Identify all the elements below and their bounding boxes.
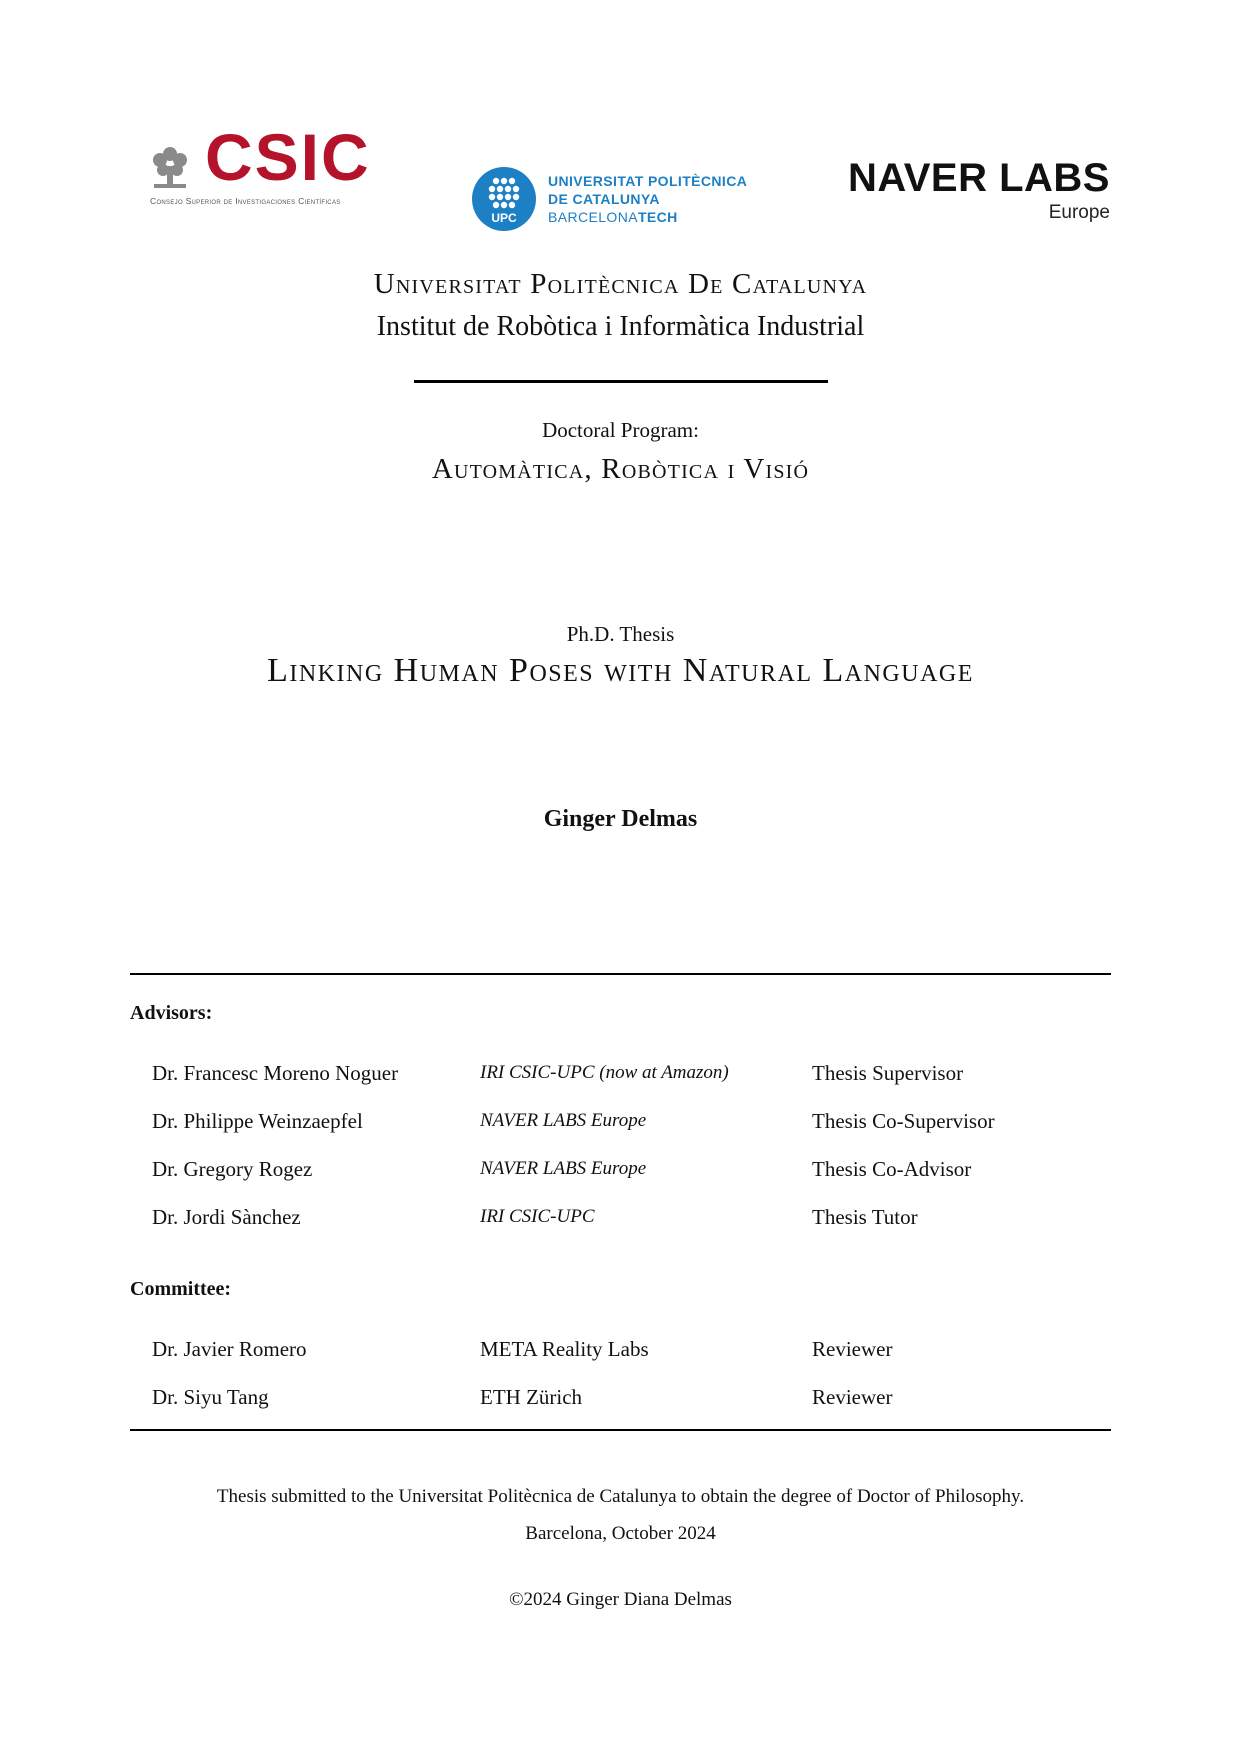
thesis-author: Ginger Delmas bbox=[543, 806, 698, 832]
header-divider bbox=[414, 380, 828, 383]
committee-bottom-divider bbox=[130, 1429, 1111, 1431]
submission-statement: Thesis submitted to the Universitat Politècnica de Catalunya to obtain the degree of Doctor of Philosophy. bbox=[216, 1486, 1025, 1507]
advisors-name: Dr. Philippe Weinzaepfel bbox=[152, 1108, 363, 1133]
advisors-name: Dr. Francesc Moreno Noguer bbox=[152, 1060, 399, 1085]
committee-table bbox=[152, 1325, 1112, 1421]
advisors-top-divider bbox=[130, 973, 1111, 975]
place-and-date: Barcelona, October 2024 bbox=[525, 1523, 716, 1544]
committee-affiliation: META Reality Labs bbox=[480, 1336, 649, 1361]
committee-row bbox=[152, 1373, 1112, 1421]
upc-line-2: DE CATALUNYA bbox=[548, 191, 660, 207]
advisors-affiliation: NAVER LABS Europe bbox=[480, 1158, 647, 1179]
committee-affiliation: ETH Zürich bbox=[480, 1384, 583, 1409]
upc-wordmark bbox=[548, 172, 747, 226]
institute-name: Institut de Robòtica i Informàtica Industrial bbox=[376, 311, 865, 342]
naver-labs-logo bbox=[820, 158, 1110, 228]
advisors-table bbox=[152, 1049, 1112, 1241]
advisors-row bbox=[152, 1145, 1112, 1193]
upc-line-1: UNIVERSITAT POLITÈCNICA bbox=[548, 173, 748, 189]
naver-subtitle: Europe bbox=[1048, 202, 1110, 223]
upc-logo bbox=[472, 167, 782, 235]
csic-logo bbox=[150, 120, 405, 210]
thesis-title: Linking Human Poses with Natural Language bbox=[267, 652, 974, 689]
advisors-row bbox=[152, 1193, 1112, 1241]
advisors-role: Thesis Co-Advisor bbox=[812, 1156, 972, 1181]
advisors-role: Thesis Tutor bbox=[812, 1204, 918, 1229]
committee-role: Reviewer bbox=[812, 1384, 893, 1409]
upc-line-3 bbox=[548, 208, 747, 226]
advisors-affiliation: IRI CSIC-UPC bbox=[480, 1206, 595, 1227]
program-name: Automàtica, Robòtica i Visió bbox=[431, 453, 810, 485]
advisors-role: Thesis Supervisor bbox=[812, 1060, 964, 1085]
advisors-name: Dr. Gregory Rogez bbox=[152, 1156, 313, 1181]
advisors-affiliation: IRI CSIC-UPC (now at Amazon) bbox=[480, 1062, 729, 1083]
csic-subtitle: Consejo Superior de Investigaciones Científicas bbox=[150, 196, 341, 206]
committee-role: Reviewer bbox=[812, 1336, 893, 1361]
upc-line-3-a: BARCELONA bbox=[548, 209, 638, 225]
upc-badge-text: UPC bbox=[491, 211, 517, 225]
committee-name: Dr. Javier Romero bbox=[152, 1336, 307, 1361]
committee-heading: Committee: bbox=[130, 1278, 232, 1300]
program-label: Doctoral Program: bbox=[542, 418, 699, 442]
advisors-row bbox=[152, 1049, 1112, 1097]
advisors-row bbox=[152, 1097, 1112, 1145]
advisors-name: Dr. Jordi Sànchez bbox=[152, 1204, 301, 1229]
naver-wordmark: NAVER LABS bbox=[847, 156, 1110, 200]
committee-row bbox=[152, 1325, 1112, 1373]
university-name: Universitat Politècnica De Catalunya bbox=[373, 268, 868, 300]
copyright-notice: ©2024 Ginger Diana Delmas bbox=[509, 1589, 732, 1610]
upc-emblem-icon bbox=[472, 167, 536, 231]
thesis-label: Ph.D. Thesis bbox=[566, 622, 675, 646]
advisors-heading: Advisors: bbox=[130, 1002, 213, 1024]
csic-wordmark: CSIC bbox=[205, 120, 371, 194]
advisors-affiliation: NAVER LABS Europe bbox=[480, 1110, 647, 1131]
upc-line-3-b: TECH bbox=[637, 209, 678, 225]
advisors-role: Thesis Co-Supervisor bbox=[812, 1108, 995, 1133]
csic-tree-emblem-icon bbox=[150, 144, 190, 190]
committee-name: Dr. Siyu Tang bbox=[152, 1384, 269, 1409]
